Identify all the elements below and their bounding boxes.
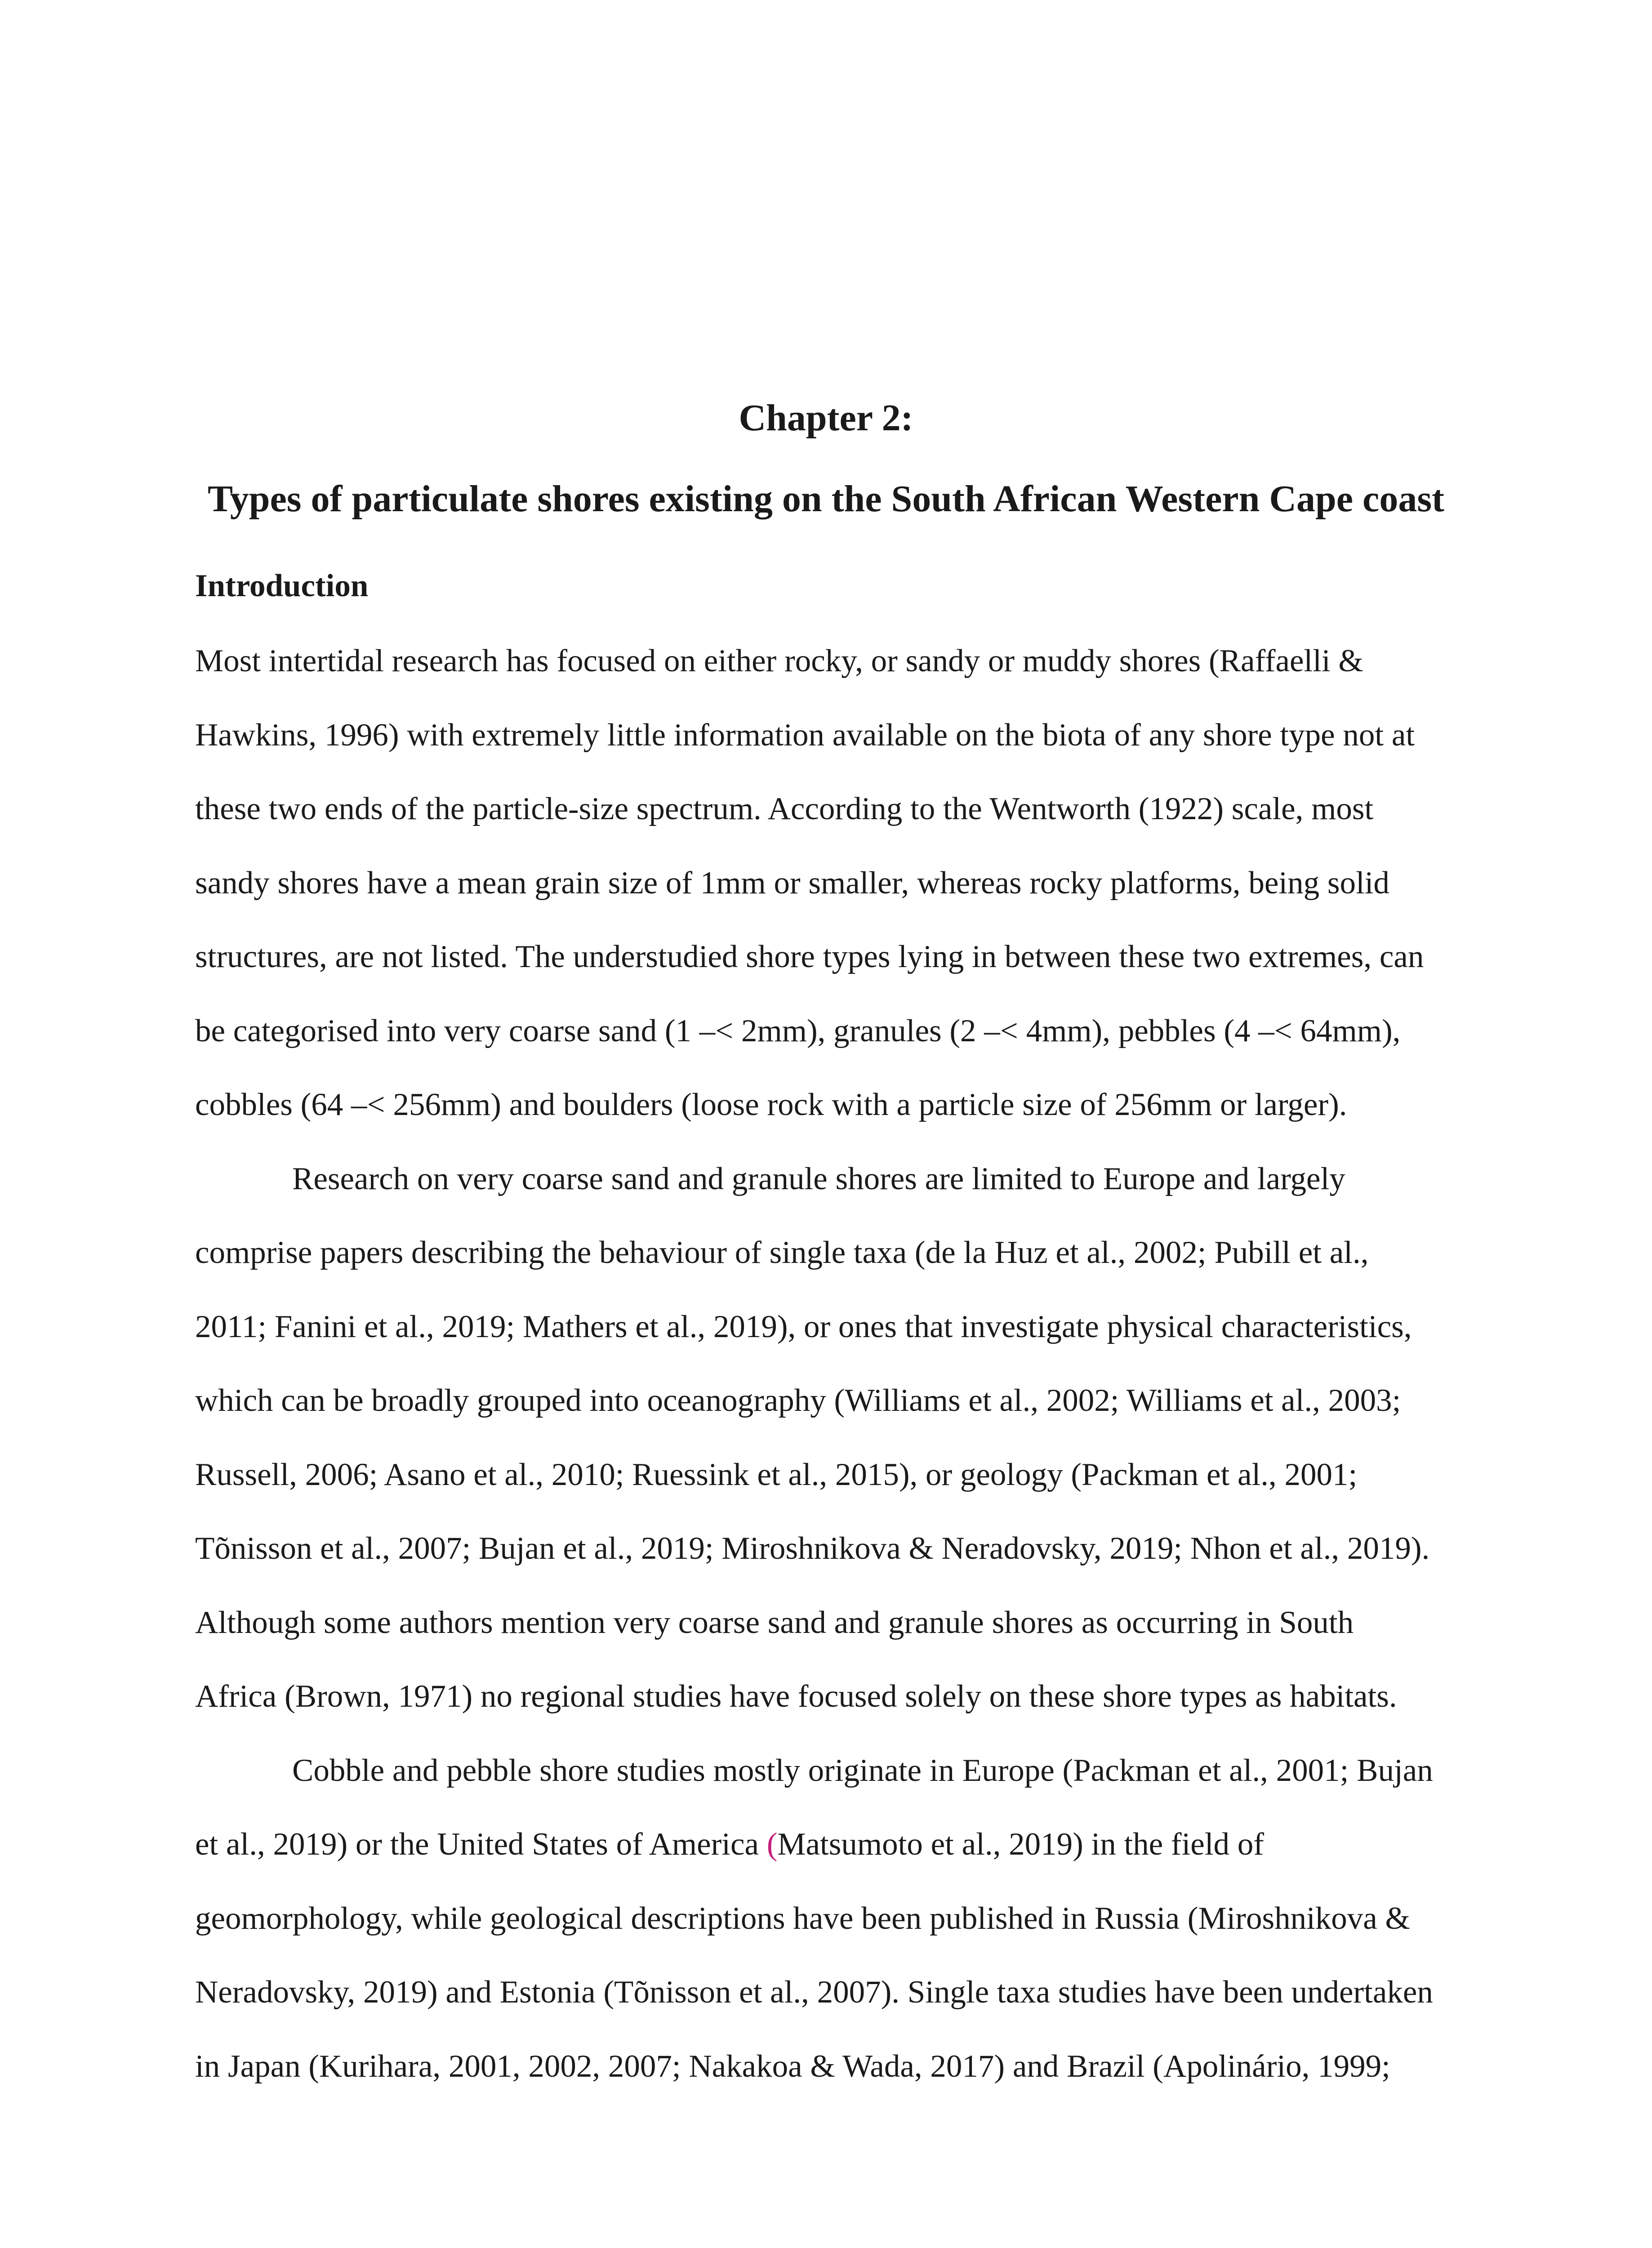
paragraph-line: Research on very coarse sand and granule shores are limited to Europe and largely <box>292 1161 1345 1196</box>
paragraph-line: Although some authors mention very coarse sand and granule shores as occurring in South <box>195 1605 1354 1640</box>
body-text <box>195 638 1461 2118</box>
line-text-before: et al., 2019) or the United States of America <box>195 1827 767 1862</box>
paragraph-line: structures, are not listed. The understudied shore types lying in between these two extremes, can <box>195 939 1424 974</box>
paragraph-line: which can be broadly grouped into oceanography (Williams et al., 2002; Williams et al., 2003; <box>195 1383 1401 1418</box>
chapter-title: Types of particulate shores existing on the South African Western Cape coast <box>208 478 1444 520</box>
paragraph-line: comprise papers describing the behaviour of single taxa (de la Huz et al., 2002; Pubill et al., <box>195 1235 1369 1270</box>
paragraph-line: cobbles (64 –< 256mm) and boulders (loose rock with a particle size of 256mm or larger). <box>195 1087 1347 1122</box>
paragraph-line: sandy shores have a mean grain size of 1mm or smaller, whereas rocky platforms, being solid <box>195 865 1389 901</box>
highlighted-parenthesis: ( <box>766 1827 778 1862</box>
paragraph-line: Russell, 2006; Asano et al., 2010; Ruessink et al., 2015), or geology (Packman et al., 2001; <box>195 1457 1358 1492</box>
paragraph-line: be categorised into very coarse sand (1 –< 2mm), granules (2 –< 4mm), pebbles (4 –< 64mm), <box>195 1013 1401 1048</box>
paragraph-line: 2011; Fanini et al., 2019; Mathers et al., 2019), or ones that investigate physical characteristics, <box>195 1309 1412 1344</box>
section-heading: Introduction <box>195 568 369 603</box>
paragraph-line: geomorphology, while geological descriptions have been published in Russia (Miroshnikova & <box>195 1900 1410 1936</box>
paragraph-line <box>195 1822 1461 1896</box>
paragraph-line: Most intertidal research has focused on either rocky, or sandy or muddy shores (Raffaelli & <box>195 643 1363 678</box>
chapter-label: Chapter 2: <box>739 397 913 439</box>
paragraph-line: Tõnisson et al., 2007; Bujan et al., 2019; Miroshnikova & Neradovsky, 2019; Nhon et al., 2019). <box>195 1531 1430 1566</box>
paragraph-line: Hawkins, 1996) with extremely little information available on the biota of any shore type not at <box>195 717 1415 753</box>
line-text-after: Matsumoto et al., 2019) in the field of <box>777 1827 1264 1862</box>
paragraph-line: Neradovsky, 2019) and Estonia (Tõnisson et al., 2007). Single taxa studies have been undertaken <box>195 1975 1433 2010</box>
paragraph-line: Cobble and pebble shore studies mostly originate in Europe (Packman et al., 2001; Bujan <box>292 1753 1433 1788</box>
paragraph-line: these two ends of the particle-size spectrum. According to the Wentworth (1922) scale, most <box>195 791 1374 826</box>
paragraph-line: in Japan (Kurihara, 2001, 2002, 2007; Nakakoa & Wada, 2017) and Brazil (Apolinário, 1999; <box>195 2048 1390 2084</box>
paragraph-line: Africa (Brown, 1971) no regional studies have focused solely on these shore types as habitats. <box>195 1679 1397 1714</box>
